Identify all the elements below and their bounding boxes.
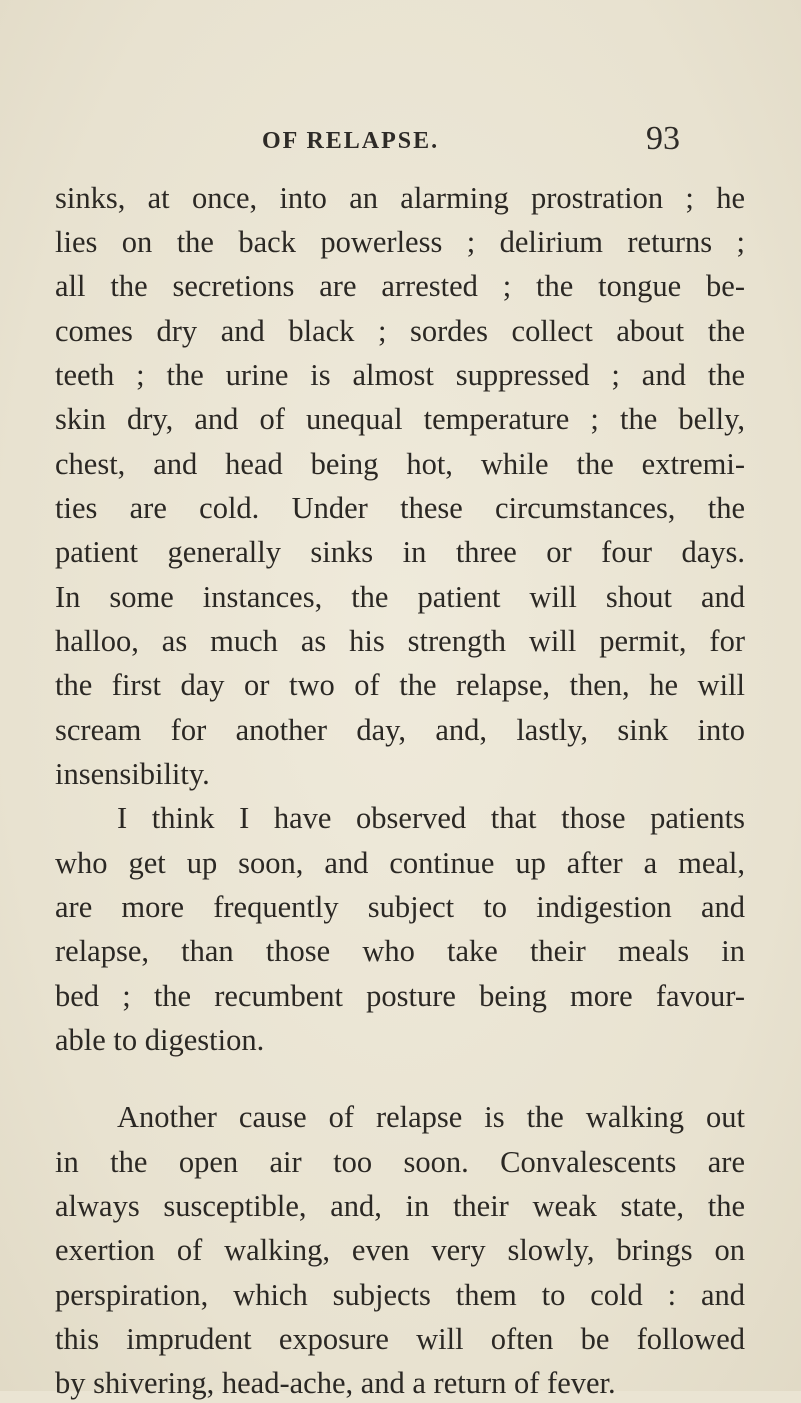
text-line: In some instances, the patient will shout and	[55, 580, 745, 614]
text-line: relapse, than those who take their meals in	[55, 934, 745, 968]
running-title: OF RELAPSE.	[262, 128, 440, 154]
text-line: sinks, at once, into an alarming prostration ; he	[55, 181, 745, 215]
text-line: this imprudent exposure will often be followed	[55, 1322, 745, 1356]
text-line: halloo, as much as his strength will permit, for	[55, 624, 745, 658]
text-line: skin dry, and of unequal temperature ; the belly,	[55, 402, 745, 436]
text-line: lies on the back powerless ; delirium returns ;	[55, 225, 745, 259]
text-line: the first day or two of the relapse, then, he will	[55, 668, 745, 702]
text-line: in the open air too soon. Convalescents are	[55, 1145, 745, 1179]
page-header	[0, 120, 801, 160]
text-line: always susceptible, and, in their weak state, the	[55, 1189, 745, 1223]
text-line: insensibility.	[55, 757, 210, 791]
text-line: teeth ; the urine is almost suppressed ; and the	[55, 358, 745, 392]
text-line: chest, and head being hot, while the extremi-	[55, 447, 745, 481]
text-line: able to digestion.	[55, 1023, 265, 1057]
text-line: who get up soon, and continue up after a meal,	[55, 846, 745, 880]
text-line: perspiration, which subjects them to cold : and	[55, 1278, 745, 1312]
text-line: I think I have observed that those patients	[117, 801, 745, 835]
text-line: patient generally sinks in three or four days.	[55, 535, 745, 569]
text-line: ties are cold. Under these circumstances, the	[55, 491, 745, 525]
text-line: scream for another day, and, lastly, sink into	[55, 713, 745, 747]
text-line: by shivering, head-ache, and a return of fever.	[55, 1366, 616, 1400]
text-line: Another cause of relapse is the walking out	[117, 1100, 745, 1134]
text-line: are more frequently subject to indigestion and	[55, 890, 745, 924]
page-number: 93	[646, 120, 680, 157]
text-line: exertion of walking, even very slowly, brings on	[55, 1233, 745, 1267]
text-line: bed ; the recumbent posture being more favour-	[55, 979, 745, 1013]
text-line: all the secretions are arrested ; the tongue be-	[55, 269, 745, 303]
text-line: comes dry and black ; sordes collect about the	[55, 314, 745, 348]
